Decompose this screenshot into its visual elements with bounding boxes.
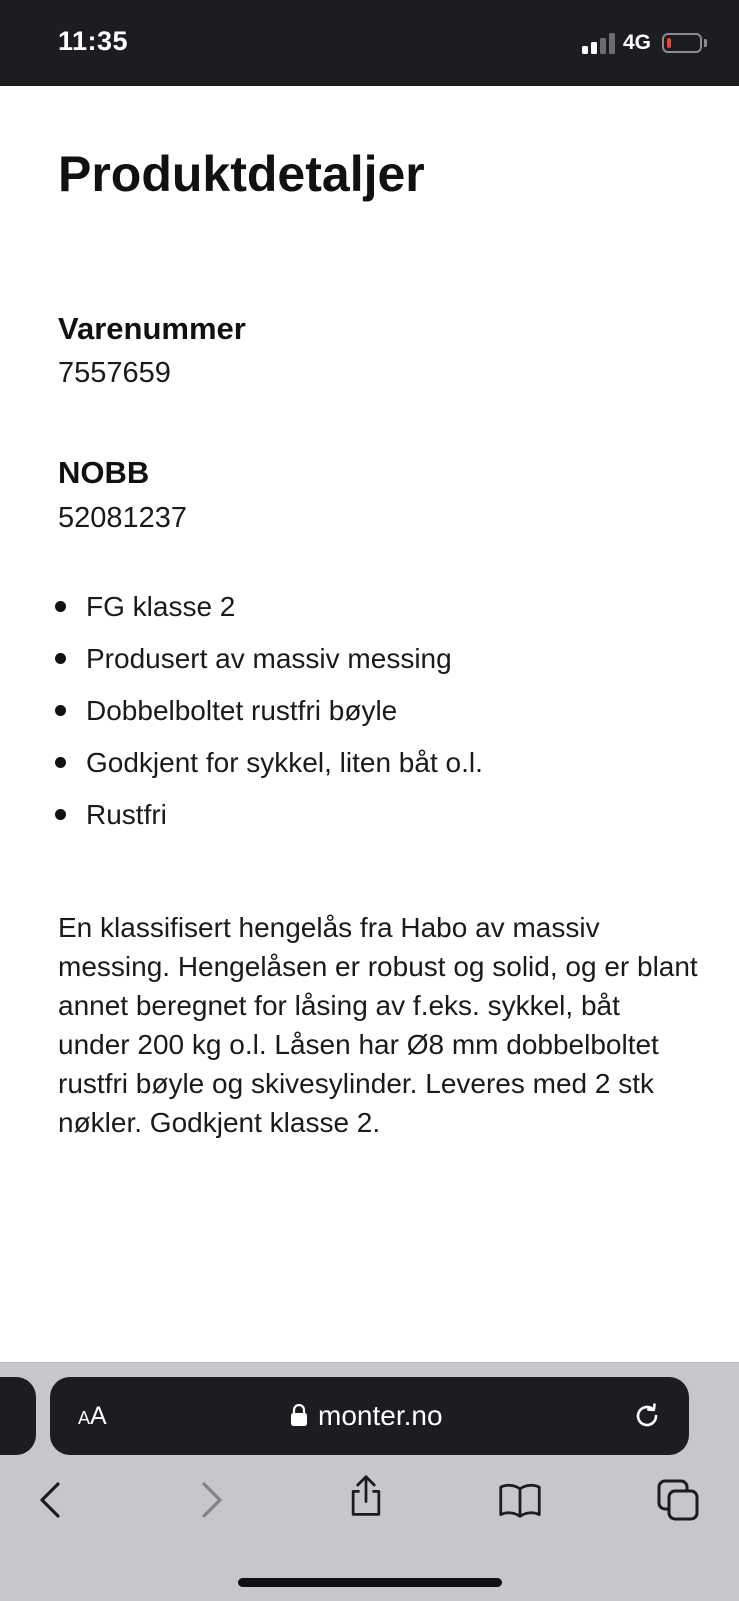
feature-item	[0, 741, 483, 793]
status-time: 11:35	[58, 26, 129, 56]
spec-value-nobb: 52081237	[58, 502, 188, 534]
back-icon[interactable]	[30, 1478, 74, 1522]
aa-small-letter: A	[78, 1408, 91, 1428]
page-settings-button[interactable]	[78, 1399, 107, 1433]
page-title: Produktdetaljer	[58, 146, 425, 202]
feature-list	[0, 585, 483, 845]
battery-level	[667, 38, 671, 48]
feature-item	[0, 585, 483, 637]
aa-large-letter: A	[90, 1402, 107, 1430]
forward-icon[interactable]	[188, 1478, 232, 1522]
home-indicator[interactable]	[238, 1578, 502, 1587]
feature-item	[0, 793, 483, 845]
feature-item	[0, 637, 483, 689]
feature-text: Godkjent for sykkel, liten båt o.l.	[86, 747, 483, 778]
feature-text: Produsert av massiv messing	[86, 643, 452, 674]
bullet-icon	[55, 705, 66, 716]
spec-value-item-number: 7557659	[58, 357, 171, 389]
spec-label-item-number: Varenummer	[58, 311, 246, 346]
feature-text: Dobbelboltet rustfri bøyle	[86, 695, 398, 726]
address-bar[interactable]	[50, 1377, 689, 1455]
bullet-icon	[55, 757, 66, 768]
bookmarks-icon[interactable]	[498, 1478, 542, 1522]
url-text[interactable]: monter.no	[318, 1400, 443, 1431]
network-type: 4G	[623, 31, 652, 54]
signal-strength-icon	[582, 32, 618, 54]
bullet-icon	[55, 601, 66, 612]
tabs-icon[interactable]	[656, 1478, 700, 1522]
bullet-icon	[55, 653, 66, 664]
product-description: En klassifisert hengelås fra Habo av massiv messing. Hengelåsen er robust og solid, og er blant annet beregnet for låsing av f.eks. sykkel, båt under 200 kg o.l. Låsen har Ø8 mm dobbelboltet rustfri bøyle og skivesylinder. Leveres med 2 stk nøkler. Godkjent klasse 2.	[58, 912, 698, 1138]
share-icon[interactable]	[344, 1474, 388, 1518]
previous-tab-pill[interactable]	[0, 1377, 36, 1455]
feature-text: FG klasse 2	[86, 591, 236, 622]
reload-icon[interactable]	[632, 1401, 662, 1431]
bullet-icon	[55, 809, 66, 820]
battery-icon	[662, 33, 702, 53]
feature-item	[0, 689, 483, 741]
spec-label-nobb: NOBB	[58, 455, 150, 490]
battery-cap	[704, 39, 707, 47]
status-bar	[0, 0, 739, 86]
lock-icon	[290, 1403, 308, 1427]
feature-text: Rustfri	[86, 799, 167, 830]
